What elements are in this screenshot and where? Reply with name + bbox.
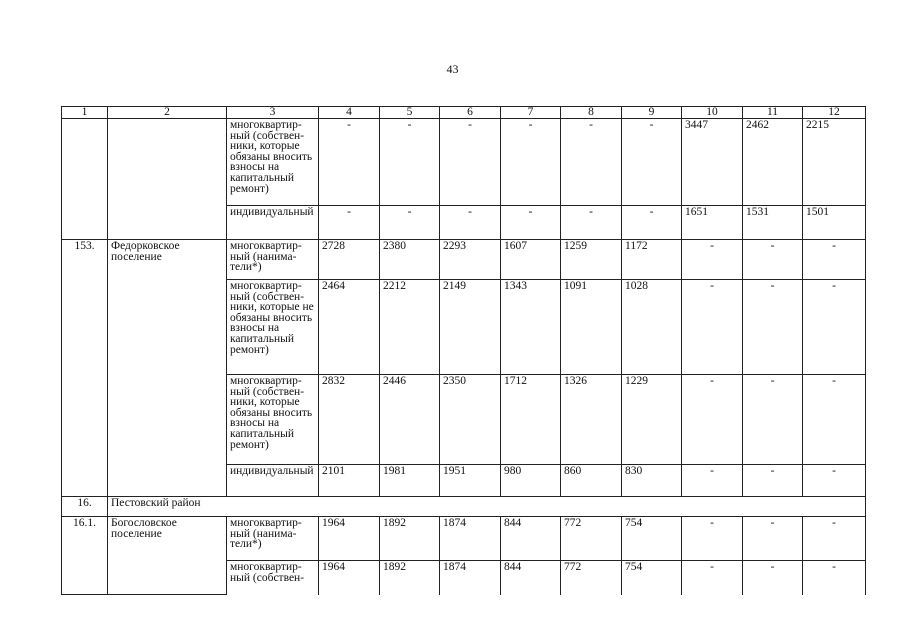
value-cell: - bbox=[440, 119, 501, 206]
value-cell: 1874 bbox=[440, 561, 501, 595]
housing-type: индивидуальный bbox=[227, 465, 319, 497]
value-cell: 1229 bbox=[622, 375, 682, 465]
col-header: 4 bbox=[319, 107, 380, 119]
value-cell: 2728 bbox=[319, 240, 380, 280]
col-header: 8 bbox=[561, 107, 622, 119]
value-cell: - bbox=[682, 240, 743, 280]
value-cell: - bbox=[803, 517, 866, 561]
value-cell: - bbox=[622, 119, 682, 206]
value-cell: - bbox=[803, 375, 866, 465]
value-cell: - bbox=[803, 240, 866, 280]
district-row bbox=[62, 497, 866, 517]
value-cell: - bbox=[743, 517, 803, 561]
col-header: 11 bbox=[743, 107, 803, 119]
value-cell: 1172 bbox=[622, 240, 682, 280]
value-cell: 2832 bbox=[319, 375, 380, 465]
value-cell: - bbox=[501, 206, 561, 240]
value-cell: 2293 bbox=[440, 240, 501, 280]
value-cell: 1964 bbox=[319, 561, 380, 595]
value-cell: 1892 bbox=[380, 517, 440, 561]
value-cell: 2464 bbox=[319, 280, 380, 375]
value-cell: 844 bbox=[501, 561, 561, 595]
col-header: 10 bbox=[682, 107, 743, 119]
value-cell: - bbox=[682, 517, 743, 561]
col-header: 7 bbox=[501, 107, 561, 119]
value-cell: - bbox=[380, 206, 440, 240]
value-cell: 1981 bbox=[380, 465, 440, 497]
district-name: Пестовский район bbox=[108, 497, 866, 517]
value-cell: - bbox=[743, 240, 803, 280]
value-cell: 1892 bbox=[380, 561, 440, 595]
value-cell: 980 bbox=[501, 465, 561, 497]
col-header: 9 bbox=[622, 107, 682, 119]
value-cell: 2149 bbox=[440, 280, 501, 375]
value-cell: 1951 bbox=[440, 465, 501, 497]
group-name: Богословское поселение bbox=[108, 517, 227, 595]
value-cell: - bbox=[440, 206, 501, 240]
value-cell: - bbox=[803, 280, 866, 375]
value-cell: - bbox=[380, 119, 440, 206]
table-row bbox=[62, 517, 866, 561]
table-row bbox=[62, 240, 866, 280]
value-cell: 2380 bbox=[380, 240, 440, 280]
value-cell: 754 bbox=[622, 561, 682, 595]
col-header: 5 bbox=[380, 107, 440, 119]
group-name-cell bbox=[108, 119, 227, 240]
value-cell: - bbox=[561, 119, 622, 206]
value-cell: 2446 bbox=[380, 375, 440, 465]
group-number: 16. bbox=[62, 497, 108, 517]
value-cell: - bbox=[743, 375, 803, 465]
value-cell: 772 bbox=[561, 517, 622, 561]
value-cell: - bbox=[682, 280, 743, 375]
col-header: 2 bbox=[108, 107, 227, 119]
value-cell: - bbox=[743, 280, 803, 375]
value-cell: 1531 bbox=[743, 206, 803, 240]
value-cell: 844 bbox=[501, 517, 561, 561]
value-cell: 2215 bbox=[803, 119, 866, 206]
value-cell: 754 bbox=[622, 517, 682, 561]
col-header: 6 bbox=[440, 107, 501, 119]
value-cell: 2462 bbox=[743, 119, 803, 206]
housing-type: многоквартирный (собственники, которые не обязаны вносить взносы на капитальный ремонт) bbox=[227, 280, 319, 375]
housing-type: индивидуальный bbox=[227, 206, 319, 240]
value-cell: 2350 bbox=[440, 375, 501, 465]
value-cell: - bbox=[501, 119, 561, 206]
value-cell: 2101 bbox=[319, 465, 380, 497]
value-cell: 772 bbox=[561, 561, 622, 595]
col-header: 3 bbox=[227, 107, 319, 119]
value-cell: 1501 bbox=[803, 206, 866, 240]
group-number: 153. bbox=[62, 240, 108, 497]
value-cell: - bbox=[682, 465, 743, 497]
value-cell: 1607 bbox=[501, 240, 561, 280]
value-cell: - bbox=[803, 465, 866, 497]
value-cell: - bbox=[743, 465, 803, 497]
housing-type: многоквартирный (собственники, которые обязаны вносить взносы на капитальный ремонт) bbox=[227, 119, 319, 206]
value-cell: 3447 bbox=[682, 119, 743, 206]
value-cell: 1259 bbox=[561, 240, 622, 280]
group-number: 16.1. bbox=[62, 517, 108, 595]
group-number-cell bbox=[62, 119, 108, 240]
value-cell: - bbox=[622, 206, 682, 240]
col-header: 1 bbox=[62, 107, 108, 119]
value-cell: - bbox=[319, 119, 380, 206]
tariff-table bbox=[61, 106, 866, 595]
table-row bbox=[62, 119, 866, 206]
group-name: Федорковское поселение bbox=[108, 240, 227, 497]
value-cell: - bbox=[682, 375, 743, 465]
value-cell: 1964 bbox=[319, 517, 380, 561]
col-header: 12 bbox=[803, 107, 866, 119]
value-cell: 1028 bbox=[622, 280, 682, 375]
value-cell: 1343 bbox=[501, 280, 561, 375]
housing-type: многоквартирный (собственники, которые обязаны вносить взносы на капитальный ремонт) bbox=[227, 375, 319, 465]
value-cell: 860 bbox=[561, 465, 622, 497]
value-cell: 1874 bbox=[440, 517, 501, 561]
page-number: 43 bbox=[446, 62, 459, 76]
value-cell: 1091 bbox=[561, 280, 622, 375]
housing-type: многоквартирный (наниматели*) bbox=[227, 240, 319, 280]
value-cell: - bbox=[743, 561, 803, 595]
value-cell: - bbox=[561, 206, 622, 240]
value-cell: 1326 bbox=[561, 375, 622, 465]
value-cell: 2212 bbox=[380, 280, 440, 375]
value-cell: - bbox=[682, 561, 743, 595]
value-cell: 1712 bbox=[501, 375, 561, 465]
value-cell: - bbox=[319, 206, 380, 240]
housing-type: многоквартирный (наниматели*) bbox=[227, 517, 319, 561]
value-cell: 830 bbox=[622, 465, 682, 497]
header-row bbox=[62, 107, 866, 119]
value-cell: 1651 bbox=[682, 206, 743, 240]
housing-type: многоквартирный (собствен- bbox=[227, 561, 319, 595]
value-cell: - bbox=[803, 561, 866, 595]
